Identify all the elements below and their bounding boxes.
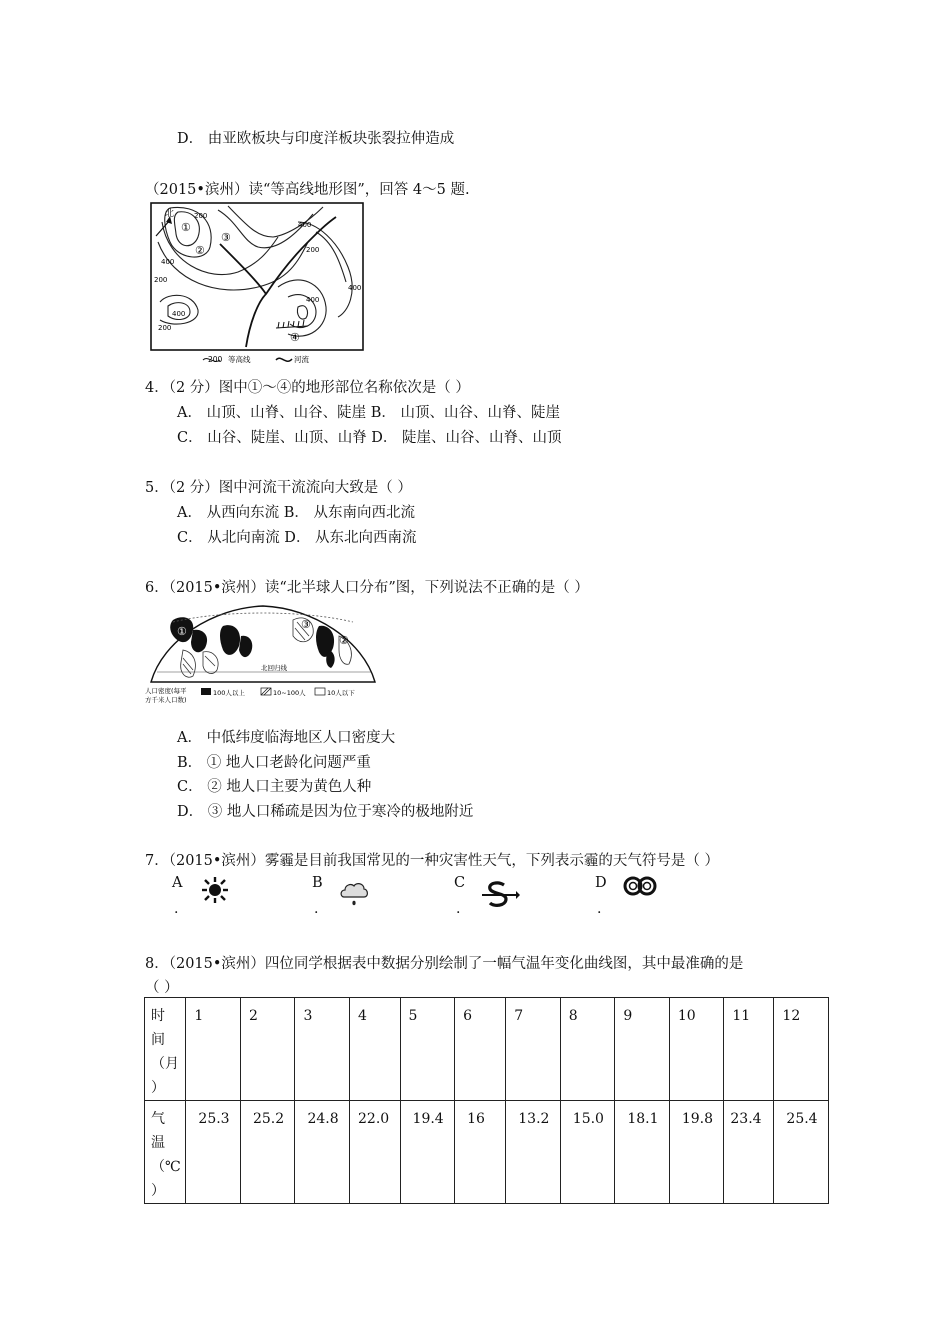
month-cell: 1 (186, 998, 241, 1101)
q7-symbol-options (172, 875, 692, 925)
temperature-cell: 23.4 (724, 1101, 774, 1204)
legend-title-line2: 方千米人口数) (145, 696, 187, 704)
legend-item-high: 100人以上 (213, 689, 245, 697)
contour-marker-3: ③ (221, 231, 231, 244)
temperature-cell: 19.8 (669, 1101, 724, 1204)
q7-option-dot: . (456, 901, 461, 917)
temperature-cell: 19.4 (400, 1101, 455, 1204)
temperature-cell: 16 (455, 1101, 506, 1204)
row-header-month: 时 间 （月 ） (145, 998, 186, 1101)
contour-value: 400 (348, 284, 362, 292)
month-cell: 7 (506, 998, 561, 1101)
tropic-label: 北回归线 (261, 664, 287, 672)
temperature-cell: 25.4 (774, 1101, 829, 1204)
table-row-month (145, 998, 829, 1101)
q3-option-d: D． 由亚欧板块与印度洋板块张裂拉伸造成 (177, 131, 455, 147)
temperature-cell: 24.8 (295, 1101, 350, 1204)
contour-value: 200 (306, 246, 320, 254)
legend-item-medium: 10~100人 (273, 689, 306, 697)
contour-map-figure (148, 202, 368, 367)
legend-contour-value: 200 (208, 355, 223, 364)
legend-item-low: 10人以下 (327, 689, 355, 697)
q6-stem: 6．（2015•滨州）读“北半球人口分布”图，下列说法不正确的是（ ） (145, 580, 589, 596)
legend-contour-text: 等高线 (228, 355, 251, 364)
q8-stem: 8．（2015•滨州）四位同学根据表中数据分别绘制了一幅气温年变化曲线图，其中最准确的是 (145, 956, 744, 972)
q7-option-dot: . (174, 901, 179, 917)
haze-symbol-icon (621, 875, 661, 899)
population-marker-3: ③ (301, 618, 311, 631)
temperature-cell: 25.2 (240, 1101, 295, 1204)
table-row-temperature (145, 1101, 829, 1204)
temperature-cell: 15.0 (560, 1101, 615, 1204)
q7-option-dot: . (314, 901, 319, 917)
q7-option-letter: D (595, 875, 607, 891)
q6-option-d: D． ③ 地人口稀疏是因为位于寒冷的极地附近 (177, 804, 474, 820)
temperature-cell: 13.2 (506, 1101, 561, 1204)
temperature-table (144, 997, 829, 1204)
q5-options-row2: C． 从北向南流 D． 从东北向西南流 (177, 530, 417, 546)
contour-value: 400 (298, 221, 312, 229)
month-cell: 10 (669, 998, 724, 1101)
legend-title-line1: 人口密度(每平 (145, 687, 187, 695)
month-cell: 11 (724, 998, 774, 1101)
q7-option-letter: B (312, 875, 323, 891)
contour-value: 400 (161, 258, 175, 266)
contour-marker-1: ① (181, 221, 191, 234)
sun-symbol-icon (200, 875, 232, 905)
contour-value: 400 (172, 310, 186, 318)
month-cell: 3 (295, 998, 350, 1101)
month-cell: 8 (560, 998, 615, 1101)
q5-stem: 5．（2 分）图中河流干流流向大致是（ ） (145, 480, 412, 496)
q6-option-a: A． 中低纬度临海地区人口密度大 (177, 730, 396, 746)
month-cell: 2 (240, 998, 295, 1101)
q8-stem-tail: （ ） (145, 980, 179, 996)
contour-value: 400 (306, 296, 320, 304)
contour-marker-4: ④ (290, 331, 300, 344)
q6-option-b: B． ① 地人口老龄化问题严重 (177, 755, 371, 771)
temperature-cell: 22.0 (350, 1101, 401, 1204)
temperature-cell: 18.1 (615, 1101, 670, 1204)
q7-stem: 7．（2015•滨州）雾霾是目前我国常见的一种灾害性天气，下列表示霾的天气符号是（ ） (145, 853, 720, 869)
month-cell: 12 (774, 998, 829, 1101)
intro-q4-5: （2015•滨州）读“等高线地形图”，回答 4～5 题. (145, 182, 470, 198)
contour-value: 200 (158, 324, 172, 332)
q5-options-row1: A． 从西向东流 B． 从东南向西北流 (177, 505, 415, 521)
north-label: 北 (165, 209, 175, 219)
temperature-cell: 25.3 (186, 1101, 241, 1204)
population-marker-2: ② (339, 634, 349, 647)
q7-option-dot: . (597, 901, 602, 917)
population-marker-1: ① (177, 625, 187, 638)
contour-value: 200 (194, 212, 208, 220)
month-cell: 9 (615, 998, 670, 1101)
sandstorm-symbol-icon (480, 879, 520, 911)
contour-value: 200 (154, 276, 168, 284)
cloud-rain-symbol-icon (338, 877, 370, 909)
month-cell: 5 (400, 998, 455, 1101)
q6-option-c: C． ② 地人口主要为黄色人种 (177, 779, 372, 795)
q7-option-letter: A (172, 875, 183, 891)
row-header-temperature: 气 温 （℃ ） (145, 1101, 186, 1204)
month-cell: 6 (455, 998, 506, 1101)
contour-marker-2: ② (195, 244, 205, 257)
q4-options-row1: A． 山顶、山脊、山谷、陡崖 B． 山顶、山谷、山脊、陡崖 (177, 405, 560, 421)
month-cell: 4 (350, 998, 401, 1101)
legend-river-text: 河流 (294, 355, 309, 364)
q4-stem: 4．（2 分）图中①～④的地形部位名称依次是（ ） (145, 380, 470, 396)
q4-options-row2: C． 山谷、陡崖、山顶、山脊 D． 陡崖、山谷、山脊、山顶 (177, 430, 562, 446)
population-map-figure (143, 600, 383, 708)
q7-option-letter: C (454, 875, 466, 891)
